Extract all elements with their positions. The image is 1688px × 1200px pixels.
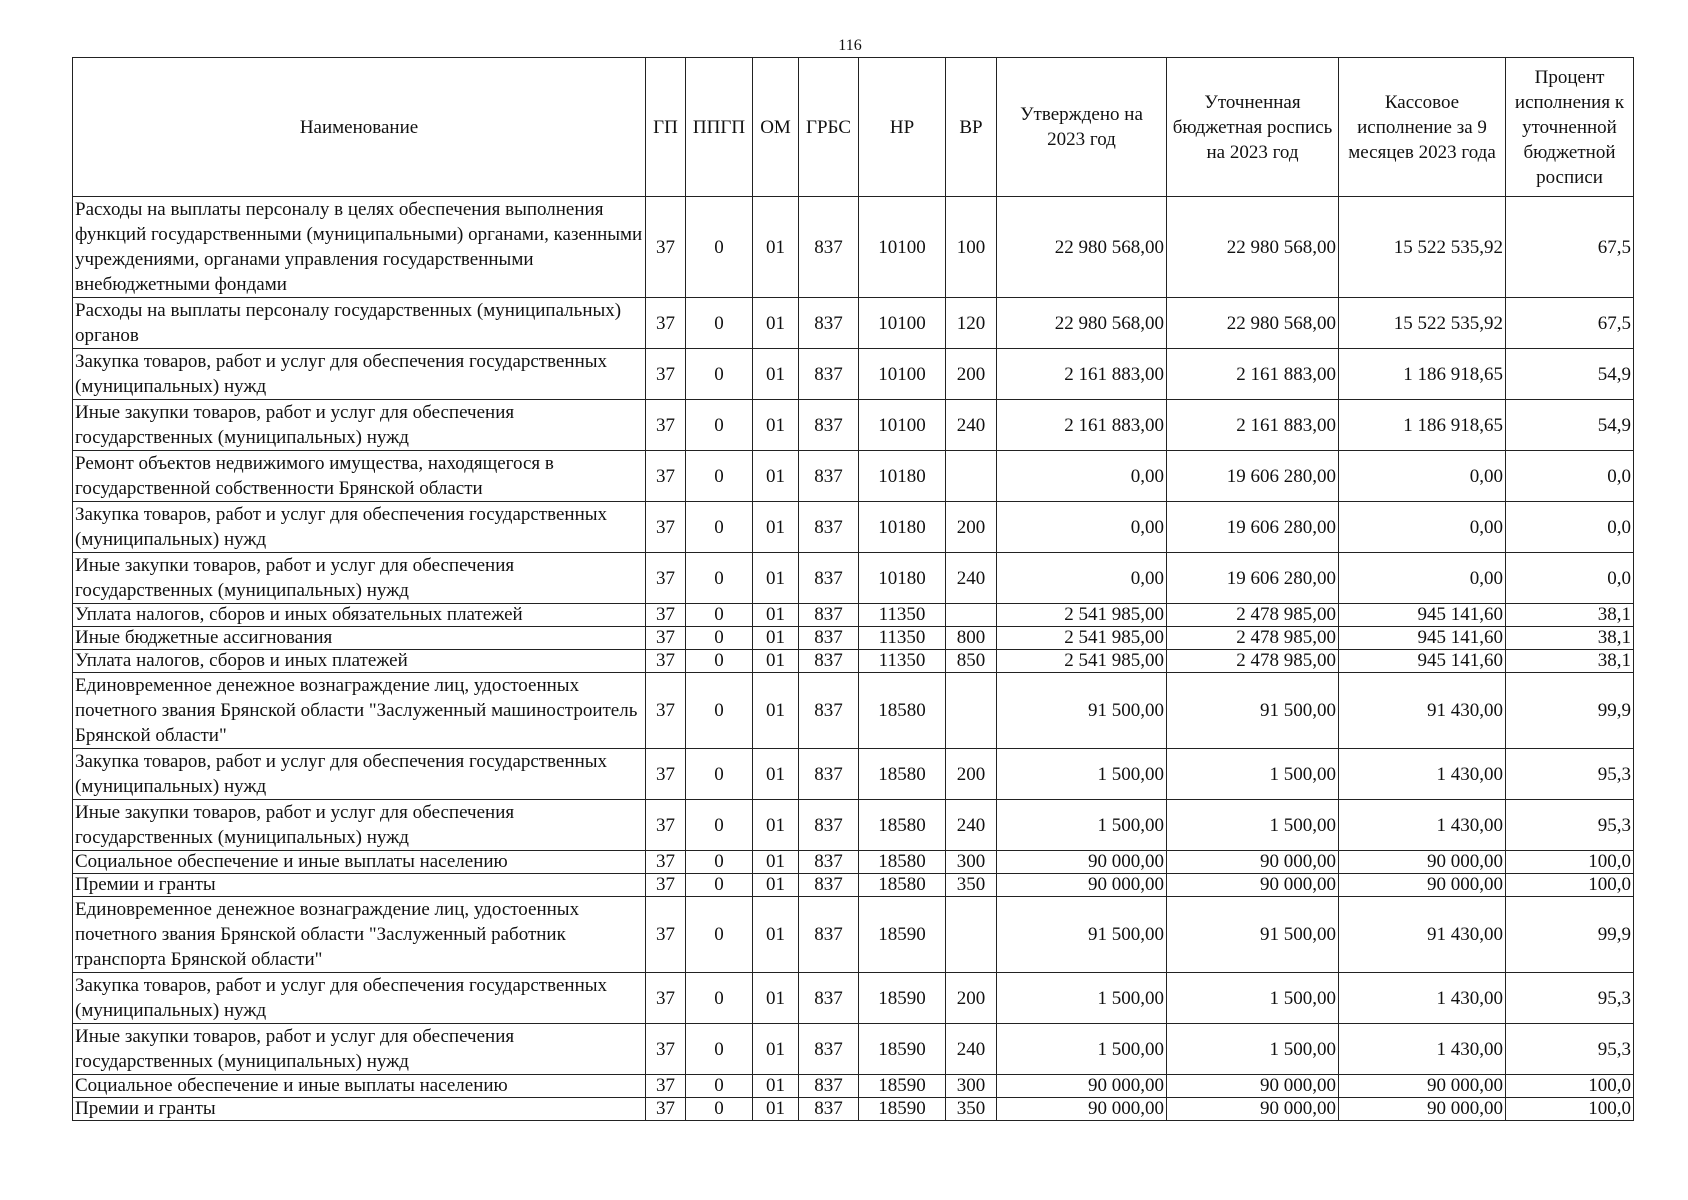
cell-om: 01 xyxy=(753,673,799,749)
cell-approved: 90 000,00 xyxy=(997,874,1167,897)
cell-vr: 240 xyxy=(946,400,997,451)
cell-grbs: 837 xyxy=(799,973,859,1024)
cell-approved: 1 500,00 xyxy=(997,800,1167,851)
cell-nr: 11350 xyxy=(859,650,946,673)
cell-nr: 10180 xyxy=(859,451,946,502)
table-row xyxy=(73,502,1634,553)
cell-name: Закупка товаров, работ и услуг для обеспечения государственных (муниципальных) нужд xyxy=(73,749,646,800)
cell-vr: 300 xyxy=(946,1075,997,1098)
cell-om: 01 xyxy=(753,973,799,1024)
cell-cash: 1 430,00 xyxy=(1339,1024,1506,1075)
cell-gp: 37 xyxy=(646,1024,686,1075)
cell-om: 01 xyxy=(753,604,799,627)
header-percent: Процент исполнения к уточненной бюджетной росписи xyxy=(1506,58,1634,197)
cell-vr xyxy=(946,604,997,627)
cell-approved: 90 000,00 xyxy=(997,851,1167,874)
cell-gp: 37 xyxy=(646,197,686,298)
cell-name: Премии и гранты xyxy=(73,1098,646,1121)
cell-approved: 91 500,00 xyxy=(997,673,1167,749)
cell-vr: 800 xyxy=(946,627,997,650)
cell-gp: 37 xyxy=(646,874,686,897)
cell-nr: 11350 xyxy=(859,627,946,650)
cell-nr: 18580 xyxy=(859,851,946,874)
cell-refined: 90 000,00 xyxy=(1167,1098,1339,1121)
cell-nr: 18590 xyxy=(859,1075,946,1098)
cell-ppgp: 0 xyxy=(686,197,753,298)
header-row xyxy=(73,58,1634,197)
table-row xyxy=(73,650,1634,673)
cell-om: 01 xyxy=(753,627,799,650)
cell-percent: 100,0 xyxy=(1506,1098,1634,1121)
cell-om: 01 xyxy=(753,1098,799,1121)
cell-percent: 95,3 xyxy=(1506,800,1634,851)
cell-cash: 0,00 xyxy=(1339,451,1506,502)
cell-om: 01 xyxy=(753,400,799,451)
cell-percent: 38,1 xyxy=(1506,627,1634,650)
cell-grbs: 837 xyxy=(799,349,859,400)
cell-vr: 100 xyxy=(946,197,997,298)
cell-percent: 38,1 xyxy=(1506,604,1634,627)
cell-gp: 37 xyxy=(646,800,686,851)
cell-grbs: 837 xyxy=(799,1098,859,1121)
cell-vr: 200 xyxy=(946,502,997,553)
cell-grbs: 837 xyxy=(799,553,859,604)
cell-name: Единовременное денежное вознаграждение лиц, удостоенных почетного звания Брянской области "Заслуженный машиностроитель Брянской области" xyxy=(73,673,646,749)
header-grbs: ГРБС xyxy=(799,58,859,197)
cell-cash: 15 522 535,92 xyxy=(1339,298,1506,349)
cell-ppgp: 0 xyxy=(686,800,753,851)
cell-grbs: 837 xyxy=(799,673,859,749)
table-row xyxy=(73,1024,1634,1075)
table-row xyxy=(73,604,1634,627)
cell-refined: 1 500,00 xyxy=(1167,800,1339,851)
cell-approved: 1 500,00 xyxy=(997,749,1167,800)
cell-refined: 91 500,00 xyxy=(1167,897,1339,973)
cell-grbs: 837 xyxy=(799,604,859,627)
cell-ppgp: 0 xyxy=(686,1075,753,1098)
cell-gp: 37 xyxy=(646,627,686,650)
cell-approved: 22 980 568,00 xyxy=(997,298,1167,349)
cell-gp: 37 xyxy=(646,298,686,349)
cell-name: Закупка товаров, работ и услуг для обеспечения государственных (муниципальных) нужд xyxy=(73,973,646,1024)
header-vr: ВР xyxy=(946,58,997,197)
cell-ppgp: 0 xyxy=(686,451,753,502)
cell-cash: 0,00 xyxy=(1339,502,1506,553)
cell-gp: 37 xyxy=(646,749,686,800)
cell-om: 01 xyxy=(753,800,799,851)
cell-nr: 18590 xyxy=(859,1098,946,1121)
cell-grbs: 837 xyxy=(799,502,859,553)
cell-ppgp: 0 xyxy=(686,1024,753,1075)
page-number: 116 xyxy=(838,37,862,54)
cell-gp: 37 xyxy=(646,451,686,502)
cell-gp: 37 xyxy=(646,1075,686,1098)
header-ppgp: ППГП xyxy=(686,58,753,197)
cell-om: 01 xyxy=(753,897,799,973)
cell-cash: 90 000,00 xyxy=(1339,851,1506,874)
cell-vr: 240 xyxy=(946,1024,997,1075)
cell-vr xyxy=(946,897,997,973)
header-refined: Уточненная бюджетная роспись на 2023 год xyxy=(1167,58,1339,197)
cell-percent: 99,9 xyxy=(1506,673,1634,749)
cell-gp: 37 xyxy=(646,604,686,627)
cell-refined: 1 500,00 xyxy=(1167,749,1339,800)
cell-refined: 22 980 568,00 xyxy=(1167,197,1339,298)
cell-grbs: 837 xyxy=(799,851,859,874)
cell-refined: 1 500,00 xyxy=(1167,1024,1339,1075)
cell-approved: 2 541 985,00 xyxy=(997,627,1167,650)
cell-vr: 200 xyxy=(946,749,997,800)
cell-refined: 1 500,00 xyxy=(1167,973,1339,1024)
header-cash: Кассовое исполнение за 9 месяцев 2023 года xyxy=(1339,58,1506,197)
cell-gp: 37 xyxy=(646,502,686,553)
cell-name: Ремонт объектов недвижимого имущества, находящегося в государственной собственности Брянской области xyxy=(73,451,646,502)
cell-cash: 1 430,00 xyxy=(1339,800,1506,851)
cell-approved: 90 000,00 xyxy=(997,1098,1167,1121)
cell-grbs: 837 xyxy=(799,650,859,673)
cell-percent: 54,9 xyxy=(1506,400,1634,451)
cell-gp: 37 xyxy=(646,650,686,673)
header-name: Наименование xyxy=(73,58,646,197)
cell-cash: 945 141,60 xyxy=(1339,604,1506,627)
cell-vr: 200 xyxy=(946,973,997,1024)
header-approved: Утверждено на 2023 год xyxy=(997,58,1167,197)
cell-om: 01 xyxy=(753,749,799,800)
cell-nr: 11350 xyxy=(859,604,946,627)
cell-om: 01 xyxy=(753,451,799,502)
table-row xyxy=(73,553,1634,604)
cell-ppgp: 0 xyxy=(686,897,753,973)
cell-grbs: 837 xyxy=(799,874,859,897)
cell-percent: 95,3 xyxy=(1506,749,1634,800)
cell-approved: 1 500,00 xyxy=(997,1024,1167,1075)
cell-percent: 100,0 xyxy=(1506,851,1634,874)
cell-grbs: 837 xyxy=(799,400,859,451)
cell-ppgp: 0 xyxy=(686,749,753,800)
cell-name: Иные бюджетные ассигнования xyxy=(73,627,646,650)
cell-cash: 945 141,60 xyxy=(1339,650,1506,673)
cell-name: Социальное обеспечение и иные выплаты населению xyxy=(73,851,646,874)
cell-ppgp: 0 xyxy=(686,673,753,749)
cell-nr: 18590 xyxy=(859,897,946,973)
cell-approved: 91 500,00 xyxy=(997,897,1167,973)
table-row xyxy=(73,874,1634,897)
cell-ppgp: 0 xyxy=(686,627,753,650)
cell-om: 01 xyxy=(753,553,799,604)
cell-percent: 54,9 xyxy=(1506,349,1634,400)
cell-ppgp: 0 xyxy=(686,553,753,604)
cell-name: Расходы на выплаты персоналу государственных (муниципальных) органов xyxy=(73,298,646,349)
cell-approved: 22 980 568,00 xyxy=(997,197,1167,298)
cell-refined: 22 980 568,00 xyxy=(1167,298,1339,349)
table-row xyxy=(73,627,1634,650)
cell-percent: 67,5 xyxy=(1506,197,1634,298)
table-row xyxy=(73,897,1634,973)
cell-percent: 95,3 xyxy=(1506,1024,1634,1075)
cell-grbs: 837 xyxy=(799,451,859,502)
table-row xyxy=(73,800,1634,851)
cell-vr: 350 xyxy=(946,1098,997,1121)
budget-table xyxy=(72,57,1634,1121)
cell-percent: 100,0 xyxy=(1506,1075,1634,1098)
cell-om: 01 xyxy=(753,298,799,349)
cell-ppgp: 0 xyxy=(686,650,753,673)
cell-name: Иные закупки товаров, работ и услуг для обеспечения государственных (муниципальных) нужд xyxy=(73,800,646,851)
cell-refined: 2 161 883,00 xyxy=(1167,349,1339,400)
cell-cash: 1 186 918,65 xyxy=(1339,400,1506,451)
cell-ppgp: 0 xyxy=(686,502,753,553)
cell-approved: 90 000,00 xyxy=(997,1075,1167,1098)
cell-ppgp: 0 xyxy=(686,604,753,627)
cell-cash: 1 186 918,65 xyxy=(1339,349,1506,400)
cell-percent: 0,0 xyxy=(1506,451,1634,502)
cell-approved: 2 161 883,00 xyxy=(997,349,1167,400)
cell-name: Уплата налогов, сборов и иных обязательных платежей xyxy=(73,604,646,627)
cell-grbs: 837 xyxy=(799,1024,859,1075)
cell-om: 01 xyxy=(753,1075,799,1098)
cell-vr xyxy=(946,451,997,502)
cell-cash: 15 522 535,92 xyxy=(1339,197,1506,298)
cell-cash: 91 430,00 xyxy=(1339,673,1506,749)
cell-gp: 37 xyxy=(646,349,686,400)
cell-gp: 37 xyxy=(646,673,686,749)
cell-ppgp: 0 xyxy=(686,973,753,1024)
cell-approved: 2 541 985,00 xyxy=(997,650,1167,673)
cell-name: Социальное обеспечение и иные выплаты населению xyxy=(73,1075,646,1098)
cell-ppgp: 0 xyxy=(686,874,753,897)
cell-vr: 300 xyxy=(946,851,997,874)
cell-cash: 0,00 xyxy=(1339,553,1506,604)
cell-gp: 37 xyxy=(646,1098,686,1121)
cell-grbs: 837 xyxy=(799,197,859,298)
table-row xyxy=(73,851,1634,874)
cell-grbs: 837 xyxy=(799,749,859,800)
cell-cash: 90 000,00 xyxy=(1339,1075,1506,1098)
cell-refined: 2 478 985,00 xyxy=(1167,627,1339,650)
cell-name: Закупка товаров, работ и услуг для обеспечения государственных (муниципальных) нужд xyxy=(73,502,646,553)
cell-grbs: 837 xyxy=(799,897,859,973)
cell-vr: 240 xyxy=(946,800,997,851)
cell-percent: 99,9 xyxy=(1506,897,1634,973)
header-gp: ГП xyxy=(646,58,686,197)
cell-om: 01 xyxy=(753,349,799,400)
cell-om: 01 xyxy=(753,874,799,897)
cell-om: 01 xyxy=(753,1024,799,1075)
cell-name: Уплата налогов, сборов и иных платежей xyxy=(73,650,646,673)
cell-om: 01 xyxy=(753,197,799,298)
cell-grbs: 837 xyxy=(799,627,859,650)
cell-cash: 1 430,00 xyxy=(1339,749,1506,800)
cell-approved: 2 161 883,00 xyxy=(997,400,1167,451)
cell-om: 01 xyxy=(753,650,799,673)
cell-refined: 2 478 985,00 xyxy=(1167,650,1339,673)
cell-refined: 90 000,00 xyxy=(1167,1075,1339,1098)
cell-vr: 240 xyxy=(946,553,997,604)
cell-nr: 18590 xyxy=(859,1024,946,1075)
cell-ppgp: 0 xyxy=(686,400,753,451)
cell-nr: 10180 xyxy=(859,553,946,604)
cell-nr: 18580 xyxy=(859,749,946,800)
table-body xyxy=(73,197,1634,1121)
cell-name: Премии и гранты xyxy=(73,874,646,897)
cell-ppgp: 0 xyxy=(686,298,753,349)
cell-refined: 90 000,00 xyxy=(1167,851,1339,874)
cell-nr: 10180 xyxy=(859,502,946,553)
cell-refined: 19 606 280,00 xyxy=(1167,553,1339,604)
cell-grbs: 837 xyxy=(799,298,859,349)
cell-cash: 945 141,60 xyxy=(1339,627,1506,650)
cell-nr: 18580 xyxy=(859,800,946,851)
cell-refined: 2 161 883,00 xyxy=(1167,400,1339,451)
cell-name: Закупка товаров, работ и услуг для обеспечения государственных (муниципальных) нужд xyxy=(73,349,646,400)
cell-gp: 37 xyxy=(646,973,686,1024)
table-row xyxy=(73,1098,1634,1121)
cell-name: Иные закупки товаров, работ и услуг для обеспечения государственных (муниципальных) нужд xyxy=(73,553,646,604)
cell-approved: 1 500,00 xyxy=(997,973,1167,1024)
cell-ppgp: 0 xyxy=(686,1098,753,1121)
table-row xyxy=(73,298,1634,349)
cell-name: Расходы на выплаты персоналу в целях обеспечения выполнения функций государственными (муниципальными) органами, казенными учреждениями, органами управления государственными внебюджетными фондами xyxy=(73,197,646,298)
cell-ppgp: 0 xyxy=(686,349,753,400)
cell-gp: 37 xyxy=(646,400,686,451)
cell-refined: 19 606 280,00 xyxy=(1167,451,1339,502)
header-nr: НР xyxy=(859,58,946,197)
cell-percent: 0,0 xyxy=(1506,502,1634,553)
cell-cash: 91 430,00 xyxy=(1339,897,1506,973)
cell-vr xyxy=(946,673,997,749)
cell-grbs: 837 xyxy=(799,800,859,851)
cell-gp: 37 xyxy=(646,897,686,973)
table-row xyxy=(73,197,1634,298)
cell-vr: 200 xyxy=(946,349,997,400)
table-row xyxy=(73,973,1634,1024)
cell-nr: 10100 xyxy=(859,349,946,400)
cell-cash: 90 000,00 xyxy=(1339,874,1506,897)
cell-nr: 18580 xyxy=(859,874,946,897)
cell-nr: 10100 xyxy=(859,298,946,349)
cell-refined: 2 478 985,00 xyxy=(1167,604,1339,627)
cell-ppgp: 0 xyxy=(686,851,753,874)
cell-approved: 0,00 xyxy=(997,553,1167,604)
table-row xyxy=(73,349,1634,400)
cell-name: Иные закупки товаров, работ и услуг для обеспечения государственных (муниципальных) нужд xyxy=(73,1024,646,1075)
cell-percent: 100,0 xyxy=(1506,874,1634,897)
cell-nr: 18580 xyxy=(859,673,946,749)
cell-percent: 67,5 xyxy=(1506,298,1634,349)
cell-refined: 19 606 280,00 xyxy=(1167,502,1339,553)
header-om: ОМ xyxy=(753,58,799,197)
cell-refined: 91 500,00 xyxy=(1167,673,1339,749)
cell-approved: 2 541 985,00 xyxy=(997,604,1167,627)
cell-percent: 0,0 xyxy=(1506,553,1634,604)
cell-vr: 120 xyxy=(946,298,997,349)
cell-cash: 90 000,00 xyxy=(1339,1098,1506,1121)
cell-gp: 37 xyxy=(646,851,686,874)
cell-approved: 0,00 xyxy=(997,451,1167,502)
cell-om: 01 xyxy=(753,851,799,874)
cell-nr: 10100 xyxy=(859,400,946,451)
table-row xyxy=(73,451,1634,502)
table-row xyxy=(73,400,1634,451)
cell-cash: 1 430,00 xyxy=(1339,973,1506,1024)
cell-approved: 0,00 xyxy=(997,502,1167,553)
table-row xyxy=(73,749,1634,800)
cell-percent: 38,1 xyxy=(1506,650,1634,673)
table-row xyxy=(73,1075,1634,1098)
cell-vr: 850 xyxy=(946,650,997,673)
cell-percent: 95,3 xyxy=(1506,973,1634,1024)
cell-nr: 10100 xyxy=(859,197,946,298)
cell-nr: 18590 xyxy=(859,973,946,1024)
table-row xyxy=(73,673,1634,749)
cell-grbs: 837 xyxy=(799,1075,859,1098)
cell-name: Единовременное денежное вознаграждение лиц, удостоенных почетного звания Брянской области "Заслуженный работник транспорта Брянской области" xyxy=(73,897,646,973)
cell-vr: 350 xyxy=(946,874,997,897)
cell-om: 01 xyxy=(753,502,799,553)
cell-refined: 90 000,00 xyxy=(1167,874,1339,897)
cell-name: Иные закупки товаров, работ и услуг для обеспечения государственных (муниципальных) нужд xyxy=(73,400,646,451)
cell-gp: 37 xyxy=(646,553,686,604)
